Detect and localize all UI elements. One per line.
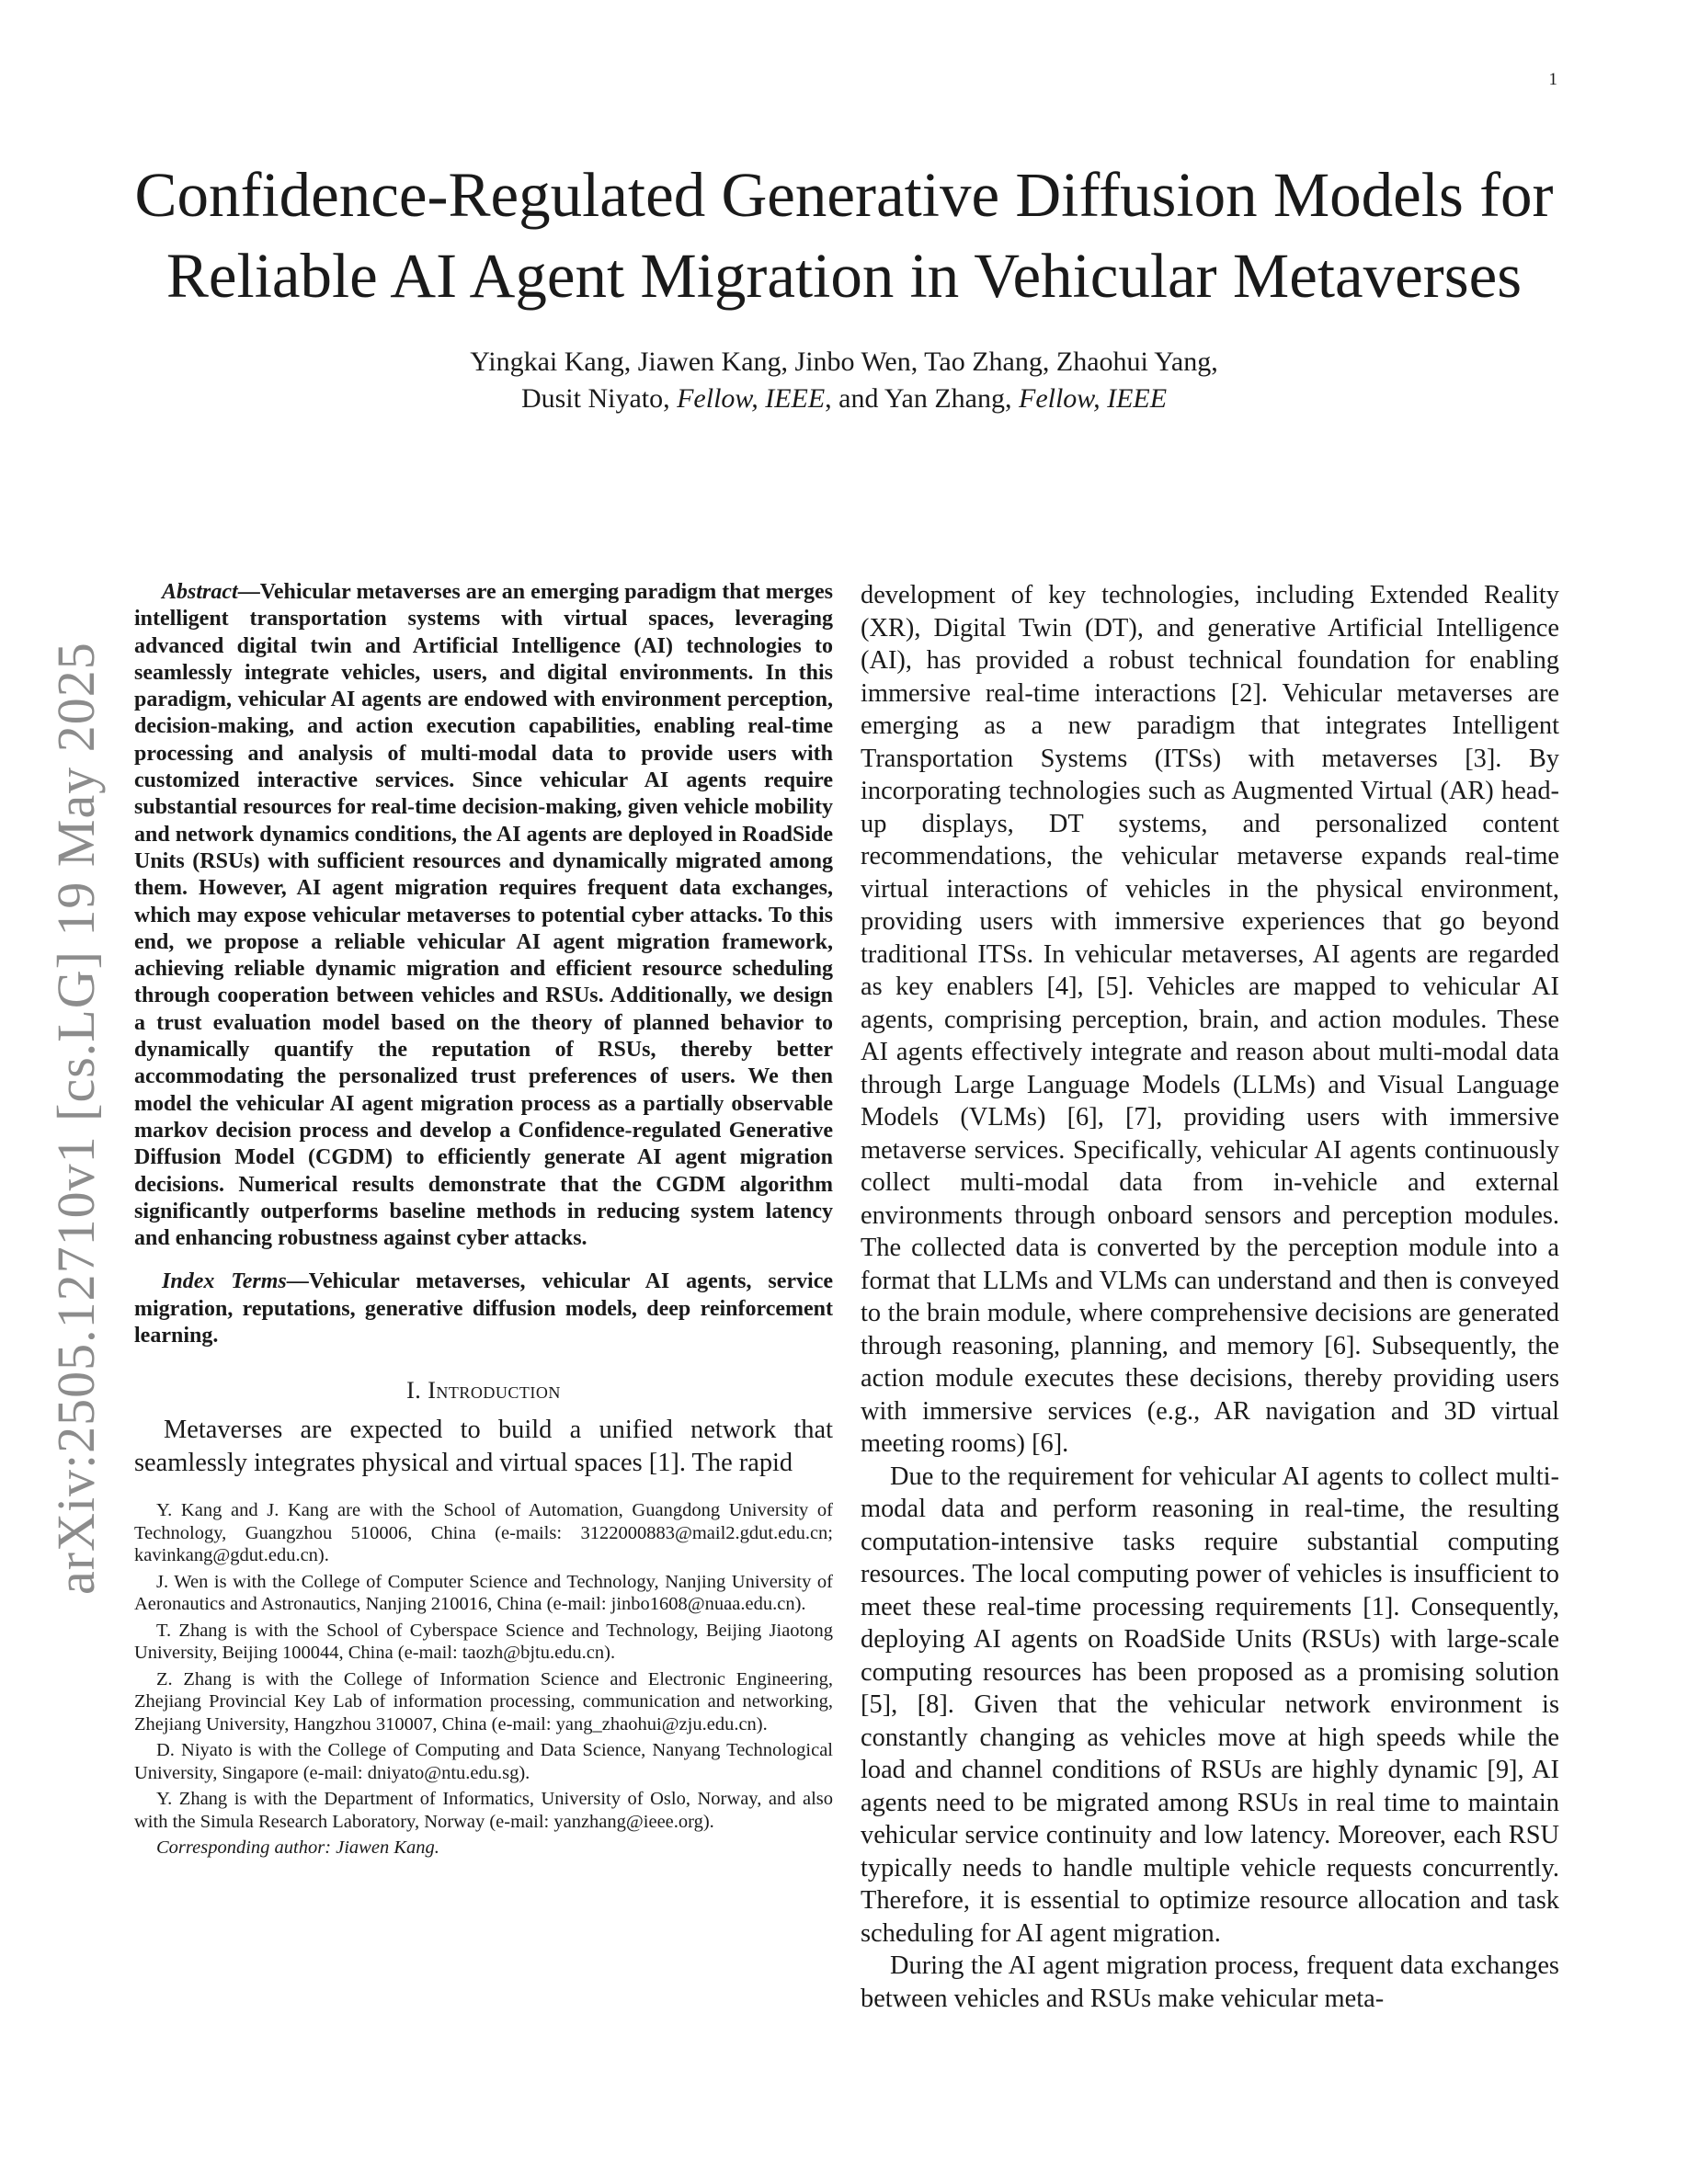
author-fellow-title: Fellow, IEEE [1019,383,1168,414]
footnote-affiliation: Y. Kang and J. Kang are with the School of Automation, Guangdong University of Technology, Guangzhou 510006, China (e-mails: 3122000883@mail2.gdut.edu.cn; kavinkang@gdut.edu.cn). [134,1500,833,1566]
footnote-affiliation: T. Zhang is with the School of Cyberspace Science and Technology, Beijing Jiaotong University, Beijing 100044, China (e-mail: taozh@bjtu.edu.cn). [134,1620,833,1664]
authors-line-1: Yingkai Kang, Jiawen Kang, Jinbo Wen, Tao Zhang, Zhaohui Yang, [470,347,1218,377]
footnote-affiliation: J. Wen is with the College of Computer Science and Technology, Nanjing University of Aeronautics and Astronautics, Nanjing 210016, China (e-mail: jinbo1608@nuaa.edu.cn). [134,1571,833,1615]
section-title-rest: ntroduction [436,1377,561,1405]
intro-paragraph-1: Metaverses are expected to build a unified network that seamlessly integrates physical and virtual spaces [1]. The rapid [134,1416,833,1477]
author-text: , and Yan Zhang, [825,383,1019,414]
authors-line-2 [92,381,1596,417]
page-number: 1 [1548,70,1557,89]
intro-paragraph-continued: development of key technologies, including Extended Reality (XR), Digital Twin (DT), and generative Artificial Intelligence (AI), has provided a robust technical foundation for enabling immersive real-time interactions [2]. Vehicular metaverses are emerging as a new paradigm that integrates Intelligent Transportation Systems (ITSs) with metaverses [3]. By incorporating technologies such as Augmented Virtual (AR) head-up displays, DT systems, and personalized content recommendations, the vehicular metaverse expands real-time virtual interactions of vehicles in the physical environment, providing users with immersive experiences that go beyond traditional ITSs. In vehicular metaverses, AI agents are regarded as key enablers [4], [5]. Vehicles are mapped to vehicular AI agents, comprising perception, brain, and action modules. These AI agents effectively integrate and reason about multi-modal data through Large Language Models (LLMs) and Visual Language Models (VLMs) [6], [7], providing users with immersive metaverse services. Specifically, vehicular AI agents continuously collect multi-modal data from in-vehicle and external environments through onboard sensors and perception modules. The collected data is converted by the perception module into a format that LLMs and VLMs can understand and then is conveyed to the brain module, where comprehensive decisions are generated through reasoning, planning, and memory [6]. Subsequently, the action module executes these decisions, thereby providing users with immersive services (e.g., AR navigation and 3D virtual meeting rooms) [6]. [861,581,1559,1458]
title-block [92,154,1596,417]
section-title-initial: I [428,1377,437,1405]
author-text: Dusit Niyato, [520,383,678,414]
section-heading-introduction [134,1377,833,1405]
author-list [92,344,1596,417]
left-column [134,579,833,1863]
footnote-affiliation: Y. Zhang is with the Department of Informatics, University of Oslo, Norway, and also with the Simula Research Laboratory, Norway (e-mail: yanzhang@ieee.org). [134,1789,833,1832]
author-fellow-title: Fellow, IEEE [677,383,826,414]
section-number: I. [406,1377,428,1405]
index-terms-label: Index Terms [162,1269,287,1294]
intro-paragraph-3: During the AI agent migration process, frequent data exchanges between vehicles and RSUs make vehicular meta- [861,1951,1559,2013]
footnote-affiliation: Z. Zhang is with the College of Information Science and Electronic Engineering, Zhejiang Provincial Key Lab of information processing, communication and networking, Zhejiang University, Hangzhou 310007, China (e-mail: yang_zhaohui@zju.edu.cn). [134,1668,833,1735]
abstract [134,579,833,1252]
index-terms [134,1268,833,1349]
footnote-affiliation: D. Niyato is with the College of Computing and Data Science, Nanyang Technological University, Singapore (e-mail: dniyato@ntu.edu.sg). [134,1740,833,1783]
intro-paragraph-2: Due to the requirement for vehicular AI agents to collect multi-modal data and perform reasoning in real-time, the resulting computation-intensive tasks require substantial computing resources. The local computing power of vehicles is insufficient to meet these real-time processing requirements [1]. Consequently, deploying AI agents on RoadSide Units (RSUs) with large-scale computing resources has been proposed as a promising solution [5], [8]. Given that the vehicular network environment is constantly changing as vehicles move at high speeds while the load and channel conditions of RSUs are highly dynamic [9], AI agents need to be migrated among RSUs in real time to maintain vehicular service continuity and low latency. Moreover, each RSU typically needs to handle multiple vehicle requests concurrently. Therefore, it is essential to optimize resource allocation and task scheduling for AI agent migration. [861,1462,1559,1948]
author-affiliation-footnotes [134,1499,833,1860]
abstract-text: —Vehicular metaverses are an emerging paradigm that merges intelligent transportation systems with virtual spaces, leveraging advanced digital twin and Artificial Intelligence (AI) technologies to seamlessly integrate vehicles, users, and digital environments. In this paradigm, vehicular AI agents are endowed with environment perception, decision-making, and action execution capabilities, enabling real-time processing and analysis of multi-modal data to provide users with customized interactive services. Since vehicular AI agents require substantial resources for real-time decision-making, given vehicle mobility and network dynamics conditions, the AI agents are deployed in RoadSide Units (RSUs) with sufficient resources and dynamically migrated among them. However, AI agent migration requires frequent data exchanges, which may expose vehicular metaverses to potential cyber attacks. To this end, we propose a reliable vehicular AI agent migration framework, achieving reliable dynamic migration and efficient resource scheduling through cooperation between vehicles and RSUs. Additionally, we design a trust evaluation model based on the theory of planned behavior to dynamically quantify the reputation of RSUs, thereby better accommodating the personalized trust preferences of users. We then model the vehicular AI agent migration process as a partially observable markov decision process and develop a Confidence-regulated Generative Diffusion Model (CGDM) to efficiently generate AI agent migration decisions. Numerical results demonstrate that the CGDM algorithm significantly outperforms baseline methods in reducing system latency and enhancing robustness against cyber attacks. [134,580,833,1251]
footnote-corresponding-author: Corresponding author: Jiawen Kang. [156,1837,439,1859]
arxiv-identifier-stamp[interactable]: arXiv:2505.12710v1 [cs.LG] 19 May 2025 [46,642,106,1595]
abstract-label: Abstract [162,580,238,604]
index-terms-text: —Vehicular metaverses, vehicular AI agents, service migration, reputations, generative diffusion models, deep reinforcement learning. [134,1269,834,1348]
right-column [861,579,1559,2015]
paper-title: Confidence-Regulated Generative Diffusion Models for Reliable AI Agent Migration in Vehicular Metaverses [134,160,1554,311]
